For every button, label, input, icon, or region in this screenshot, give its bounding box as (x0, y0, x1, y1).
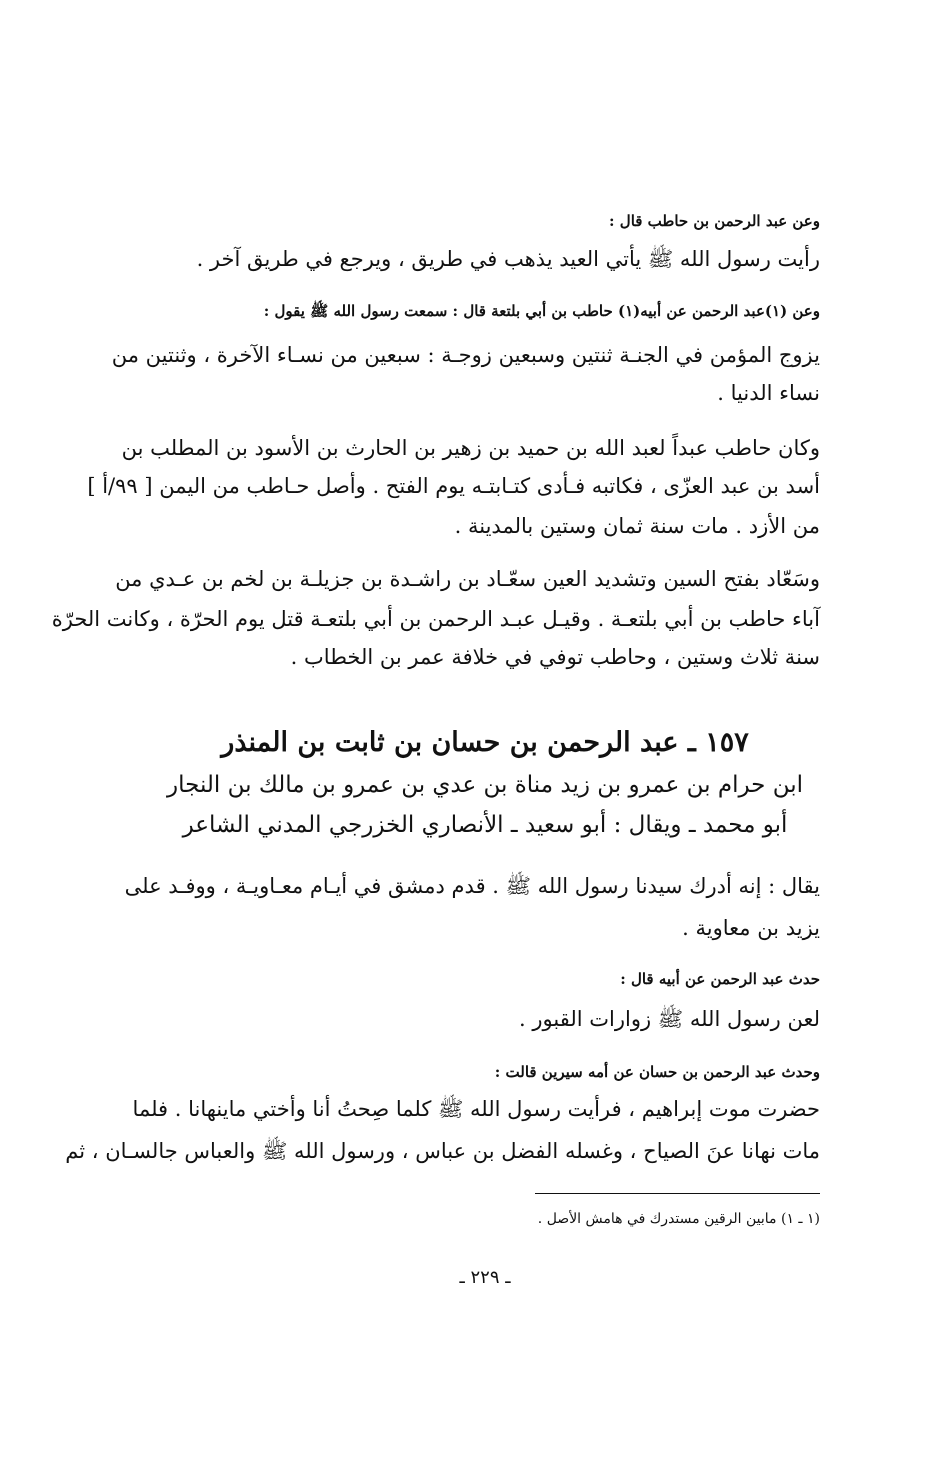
paragraph-2-line-3: سنة ثلاث وستين ، وحاطب توفي في خلافة عمر بن الخطاب . (290, 645, 820, 669)
entry-title: ١٥٧ ـ عبد الرحمن بن حسان بن ثابت بن المنذر (221, 727, 749, 758)
paragraph-3-line-1: يقال : إنه أدرك سيدنا رسول الله ﷺ . قدم دمشق في أيـام معـاويـة ، ووفـد على (124, 874, 820, 898)
hadith-text-3: لعن رسول الله ﷺ زوارات القبور . (519, 1007, 820, 1031)
paragraph-2-line-1: وسَعّاد بفتح السين وتشديد العين سعّـاد بن راشـدة بن جزيلـة بن لخم بن عـدي من (115, 567, 820, 591)
paragraph-1-line-3: من الأزد . مات سنة ثمان وستين بالمدينة . (454, 514, 820, 538)
narration-chain-2: وعن (١)عبد الرحمن عن أبيه(١) حاطب بن أبي بلتعة قال : سمعت رسول الله ﷺ يقول : (263, 302, 820, 320)
footnote: (١ ـ ١) مابين الرقين مستدرك في هامش الأصل . (537, 1211, 820, 1227)
footnote-separator (535, 1193, 820, 1194)
hadith-text-1: رأيت رسول الله ﷺ يأتي العيد يذهب في طريق ، ويرجع في طريق آخر . (196, 247, 820, 271)
paragraph-1-line-2: أسد بن عبد العزّى ، فكاتبه فـأدى كتـابتـه يوم الفتح . وأصل حـاطب من اليمن [ ٩٩/أ ] (87, 474, 820, 498)
narration-chain-1: وعن عبد الرحمن بن حاطب قال : (609, 212, 820, 230)
hadith-text-4-line-1: حضرت موت إبراهيم ، فرأيت رسول الله ﷺ كلما صِحتُ أنا وأختي ماينهانا . فلما (132, 1097, 820, 1121)
hadith-text-4-line-2: مات نهانا عنَ الصياح ، وغسله الفضل بن عباس ، ورسول الله ﷺ والعباس جالسـان ، ثم (65, 1139, 820, 1163)
paragraph-2-line-2: آباء حاطب بن أبي بلتعـة . وقيـل عبـد الرحمن بن أبي بلتعـة قتل يوم الحرّة ، وكانت الحرّة (51, 607, 820, 631)
hadith-text-2-line-2: نساء الدنيا . (717, 381, 820, 405)
entry-lineage: ابن حرام بن عمرو بن زيد مناة بن عدي بن عمرو بن مالك بن النجار (166, 772, 803, 798)
paragraph-3-line-2: يزيد بن معاوية . (682, 916, 820, 940)
page-number: ـ ٢٢٩ ـ (459, 1267, 511, 1288)
hadith-text-2-line-1: يزوج المؤمن في الجنـة ثنتين وسبعين زوجـة : سبعين من نسـاء الآخرة ، وثنتين من (111, 343, 820, 367)
paragraph-1-line-1: وكان حاطب عبداً لعبد الله بن حميد بن زهير بن الحارث بن الأسود بن المطلب بن (121, 436, 820, 460)
entry-kunya: أبو محمد ـ ويقال : أبو سعيد ـ الأنصاري الخزرجي المدني الشاعر (182, 812, 788, 838)
narration-chain-3: حدث عبد الرحمن عن أبيه قال : (620, 970, 820, 988)
narration-chain-4: وحدث عبد الرحمن بن حسان عن أمه سيرين قالت : (494, 1063, 820, 1081)
